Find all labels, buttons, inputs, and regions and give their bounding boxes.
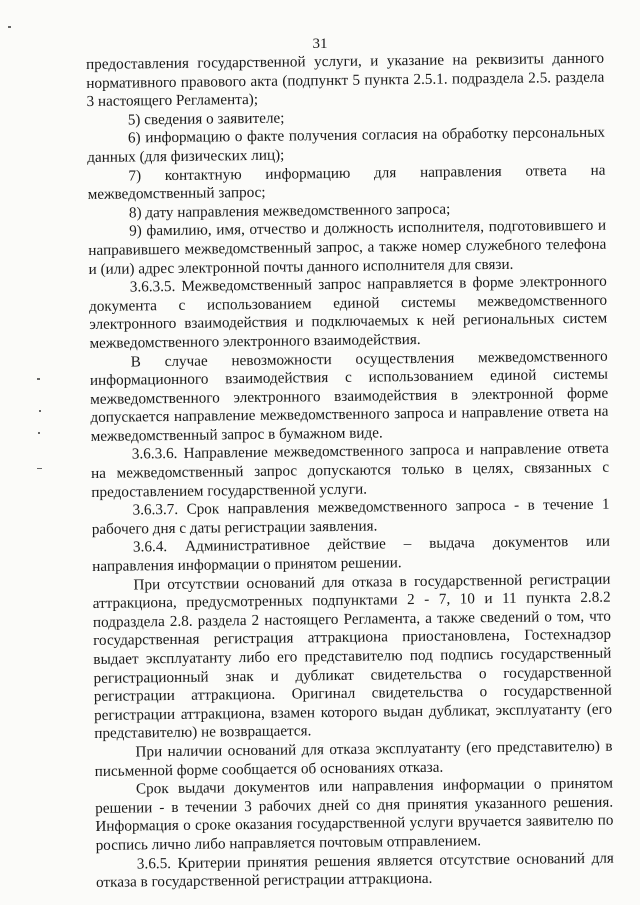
scan-speck [39, 410, 41, 412]
scan-speck [38, 432, 40, 434]
paragraph: В случае невозможности осуществления межведомственного информационного взаимодействия с использованием единой системы межведомственного электронного взаимодействия в электронной форме допускается направление межведомственного запроса и направление ответа на межведомственный запрос в бумажном виде. [89, 347, 609, 445]
paragraph: Срок выдачи документов или направления информации о принятом решении - в течении 3 рабочих дней со дня принятия указанного решения. Информация о сроке оказания государственной услуги вручается заявителю по роспись лично либо направляется почтовым отправлением. [95, 774, 614, 854]
document-body [86, 50, 614, 893]
paragraph: 7) контактную информацию для направления ответа на межведомственный запрос; [87, 161, 606, 204]
paragraph: 3.6.3.5. Межведомственный запрос направляется в форме электронного документа с использованием единой системы межведомственного электронного взаимодействия и подключаемых к ней региональных систем межведомственного электронного взаимодействия. [88, 272, 608, 352]
paragraph: 9) фамилию, имя, отчество и должность исполнителя, подготовившего и направившего межведомственный запрос, а также номер служебного телефона и (или) адрес электронной почты данного исполнителя для связи. [88, 217, 607, 278]
page-number: 31 [312, 36, 328, 52]
paragraph: 3.6.4. Административное действие – выдача документов или направления информации о принятом решении. [92, 533, 611, 575]
paragraph: 3.6.3.7. Срок направления межведомственного запроса - в течение 1 рабочего дня с даты регистрации заявления. [91, 495, 610, 538]
paragraph: 6) информацию о факте получения согласия на обработку персональных данных (для физических лиц); [87, 124, 606, 166]
scan-speck [37, 378, 40, 380]
paragraph: 3.6.3.6. Направление межведомственного запроса и направление ответа на межведомственный запрос допускаются только в целях, связанных с предоставлением государственной услуги. [90, 440, 610, 501]
paragraph: 5) сведения о заявителе; [127, 109, 285, 129]
scan-speck [37, 468, 42, 469]
paragraph: 3.6.5. Критерии принятия решения является отсутствие оснований для отказа в государственной регистрации аттракциона. [95, 849, 614, 892]
paragraph: предоставления государственной услуги, и указание на реквизиты данного нормативного правового акта (подпункт 5 пункта 2.5.1. подраздела 2.5. раздела 3 настоящего Регламента); [86, 49, 605, 111]
scan-speck [8, 26, 11, 28]
paragraph: При наличии оснований для отказа эксплуатанту (его представителю) в письменной форме сообщается об основаниях отказа. [94, 737, 613, 780]
paragraph: При отсутствии оснований для отказа в государственной регистрации аттракциона, предусмотренных подпунктами 2 - 7, 10 и 11 пункта 2.8.2 подраздела 2.8. раздела 2 настоящего Регламента, а также сведений о том, что государственная регистрация аттракциона приостановлена, Гостехнадзор выдает эксплуатанту либо его представителю под подпись государственный регистрационный знак и дубликат свидетельства о государственной регистрации аттракциона. Оригинал свидетельства о государственной регистрации аттракциона, взамен которого выдан дубликат, эксплуатанту (его представителю) не возвращается. [92, 570, 613, 743]
paragraph: 8) дату направления межведомственного запроса; [128, 200, 451, 222]
